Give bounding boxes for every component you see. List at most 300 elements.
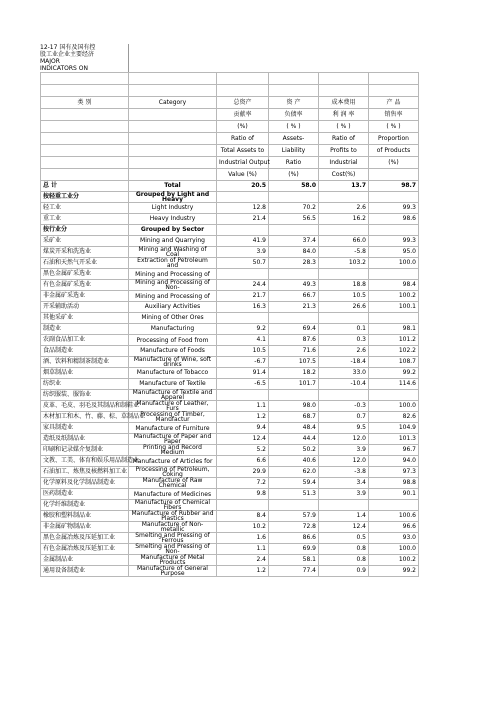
- table-row: [41, 522, 419, 533]
- value-cell: 9.4: [217, 423, 269, 434]
- spacer-cell: [41, 85, 129, 97]
- category-zh-cell: 化学纤维制造业: [41, 500, 129, 511]
- value-cell: 18.8: [319, 280, 369, 291]
- value-cell: [269, 192, 319, 203]
- category-zh-cell: 烟草制品业: [41, 368, 129, 379]
- header-metric-cell: (%): [369, 157, 419, 169]
- value-cell: 98.4: [369, 280, 419, 291]
- table-row: [41, 203, 419, 214]
- value-cell: 91.4: [217, 368, 269, 379]
- table-row: [41, 291, 419, 302]
- value-cell: 66.0: [319, 236, 369, 247]
- header-metric-cell: Industrial: [319, 157, 369, 169]
- header-row: [41, 133, 419, 145]
- value-cell: 100.0: [369, 544, 419, 555]
- category-en-cell: Mining and Processing of: [129, 269, 217, 280]
- value-cell: 41.9: [217, 236, 269, 247]
- category-zh-cell: 家具制造业: [41, 423, 129, 434]
- value-cell: 1.1: [217, 401, 269, 412]
- value-cell: 20.5: [217, 181, 269, 192]
- header-metric-cell: Ratio of: [319, 133, 369, 145]
- title-line-en: MAJOR: [40, 58, 60, 65]
- value-cell: 1.6: [217, 533, 269, 544]
- value-cell: 107.5: [269, 357, 319, 368]
- header-metric-cell: Industrial Output: [217, 157, 269, 169]
- value-cell: 98.8: [369, 478, 419, 489]
- header-metric-cell: ( % ): [369, 121, 419, 133]
- value-cell: 16.2: [319, 214, 369, 225]
- title-line-zh-2: 股工业企业主要经济: [40, 51, 95, 58]
- category-zh-cell: 黑色金属矿采选业: [41, 269, 129, 280]
- header-row: [41, 169, 419, 181]
- value-cell: [217, 390, 269, 401]
- value-cell: 86.6: [269, 533, 319, 544]
- value-cell: 0.7: [319, 412, 369, 423]
- value-cell: 7.2: [217, 478, 269, 489]
- header-metric-cell: Ratio: [269, 157, 319, 169]
- value-cell: [269, 269, 319, 280]
- value-cell: 100.1: [369, 302, 419, 313]
- header-metric-cell: Liability: [269, 145, 319, 157]
- header-category-cell: [129, 109, 217, 121]
- header-category-cell: 类 别: [41, 97, 129, 109]
- category-zh-cell: 农副食品加工业: [41, 335, 129, 346]
- table-sheet: [40, 44, 418, 577]
- value-cell: [319, 269, 369, 280]
- value-cell: 98.6: [369, 214, 419, 225]
- table-row: [41, 544, 419, 555]
- category-en-cell: Mining and Processing of Non-: [129, 280, 217, 291]
- value-cell: 98.1: [369, 324, 419, 335]
- header-category-cell: [129, 133, 217, 145]
- value-cell: 18.2: [269, 368, 319, 379]
- value-cell: [217, 500, 269, 511]
- value-cell: -6.5: [217, 379, 269, 390]
- value-cell: 48.4: [269, 423, 319, 434]
- header-metric-cell: 成本费用: [319, 97, 369, 109]
- category-zh-cell: 重工业: [41, 214, 129, 225]
- table-row: [41, 390, 419, 401]
- title-line-zh: 12-17 国有及国有控: [40, 44, 96, 51]
- value-cell: 108.7: [369, 357, 419, 368]
- category-zh-cell: 医药制造业: [41, 489, 129, 500]
- header-metric-cell: 负债率: [269, 109, 319, 121]
- value-cell: 50.2: [269, 445, 319, 456]
- value-cell: 70.2: [269, 203, 319, 214]
- category-zh-cell: 轻工业: [41, 203, 129, 214]
- value-cell: 0.3: [319, 335, 369, 346]
- table-row: [41, 500, 419, 511]
- header-metric-cell: Proportion: [369, 133, 419, 145]
- table-row: [41, 214, 419, 225]
- value-cell: 101.3: [369, 434, 419, 445]
- category-zh-cell: 石油和天然气开采业: [41, 258, 129, 269]
- value-cell: 9.2: [217, 324, 269, 335]
- value-cell: 24.4: [217, 280, 269, 291]
- value-cell: 16.3: [217, 302, 269, 313]
- value-cell: 68.7: [269, 412, 319, 423]
- spacer-cell: [369, 73, 419, 85]
- value-cell: 28.3: [269, 258, 319, 269]
- header-row: [41, 97, 419, 109]
- value-cell: [269, 500, 319, 511]
- category-zh-cell: 制造业: [41, 324, 129, 335]
- header-metric-cell: (%): [269, 169, 319, 181]
- value-cell: 5.2: [217, 445, 269, 456]
- value-cell: 58.0: [269, 181, 319, 192]
- spacer-cell: [369, 85, 419, 97]
- value-cell: 10.2: [217, 522, 269, 533]
- value-cell: 95.0: [369, 247, 419, 258]
- value-cell: 26.6: [319, 302, 369, 313]
- table-row: [41, 445, 419, 456]
- spacer-cell: [269, 73, 319, 85]
- value-cell: 6.6: [217, 456, 269, 467]
- category-en-cell: Processing of Petroleum, Coking: [129, 467, 217, 478]
- value-cell: 90.1: [369, 489, 419, 500]
- category-en-cell: Manufacture of Furniture: [129, 423, 217, 434]
- table-row: [41, 258, 419, 269]
- value-cell: 96.6: [369, 522, 419, 533]
- spacer-cell: [269, 85, 319, 97]
- value-cell: 103.2: [319, 258, 369, 269]
- category-en-cell: Extraction of Petroleum and: [129, 258, 217, 269]
- value-cell: 102.2: [369, 346, 419, 357]
- table-row: [41, 335, 419, 346]
- category-en-cell: Manufacture of Textile and Apparel: [129, 390, 217, 401]
- category-en-cell: Mining of Other Ores: [129, 313, 217, 324]
- value-cell: 99.3: [369, 236, 419, 247]
- value-cell: -3.8: [319, 467, 369, 478]
- value-cell: 9.5: [319, 423, 369, 434]
- spacer-cell: [319, 85, 369, 97]
- category-zh-cell: 文教、工美、体育和娱乐用品制造业: [41, 456, 129, 467]
- category-en-cell: Manufacture of Rubber and Plastics: [129, 511, 217, 522]
- category-en-cell: Manufacture of Wine, soft drinks: [129, 357, 217, 368]
- value-cell: [319, 192, 369, 203]
- header-metric-cell: Assets-: [269, 133, 319, 145]
- value-cell: 3.9: [319, 489, 369, 500]
- category-zh-cell: 酒、饮料和精制茶制造业: [41, 357, 129, 368]
- value-cell: 94.0: [369, 456, 419, 467]
- value-cell: 104.9: [369, 423, 419, 434]
- value-cell: [369, 225, 419, 236]
- spacer-cell: [41, 73, 129, 85]
- category-en-cell: Manufacture of Leather, Furs: [129, 401, 217, 412]
- spacer-cell: [319, 73, 369, 85]
- value-cell: 29.9: [217, 467, 269, 478]
- value-cell: 56.5: [269, 214, 319, 225]
- category-en-cell: Manufacture of Tobacco: [129, 368, 217, 379]
- header-metric-cell: (%): [217, 121, 269, 133]
- table-row: [41, 357, 419, 368]
- category-en-cell: Mining and Quarrying: [129, 236, 217, 247]
- value-cell: [319, 390, 369, 401]
- header-metric-cell: ( % ): [319, 121, 369, 133]
- value-cell: 2.6: [319, 346, 369, 357]
- value-cell: 2.4: [217, 555, 269, 566]
- category-en-cell: Manufacture of Metal Products: [129, 555, 217, 566]
- table-row: [41, 478, 419, 489]
- header-metric-cell: 贡献率: [217, 109, 269, 121]
- value-cell: 12.8: [217, 203, 269, 214]
- value-cell: [369, 313, 419, 324]
- header-category-cell: [41, 133, 129, 145]
- value-cell: 100.2: [369, 555, 419, 566]
- category-en-cell: Mining and Processing of: [129, 291, 217, 302]
- category-en-cell: Manufacture of Paper and Paper: [129, 434, 217, 445]
- table-row: [41, 489, 419, 500]
- value-cell: -6.7: [217, 357, 269, 368]
- table-row: [41, 192, 419, 203]
- value-cell: [269, 313, 319, 324]
- category-en-cell: Processing of Timber, Manufactur: [129, 412, 217, 423]
- header-row: [41, 157, 419, 169]
- value-cell: 99.2: [369, 566, 419, 577]
- value-cell: 0.5: [319, 533, 369, 544]
- value-cell: 101.7: [269, 379, 319, 390]
- value-cell: [369, 269, 419, 280]
- value-cell: 37.4: [269, 236, 319, 247]
- value-cell: 0.9: [319, 566, 369, 577]
- value-cell: [269, 390, 319, 401]
- value-cell: 72.8: [269, 522, 319, 533]
- value-cell: 58.1: [269, 555, 319, 566]
- value-cell: [369, 390, 419, 401]
- header-category-cell: [41, 169, 129, 181]
- header-metric-cell: [369, 169, 419, 181]
- value-cell: 21.7: [217, 291, 269, 302]
- header-metric-cell: of Products: [369, 145, 419, 157]
- value-cell: -0.3: [319, 401, 369, 412]
- header-category-cell: [129, 157, 217, 169]
- value-cell: 98.0: [269, 401, 319, 412]
- category-en-cell: Manufacture of Chemical Fibers: [129, 500, 217, 511]
- value-cell: 1.1: [217, 544, 269, 555]
- table-row: [41, 368, 419, 379]
- category-zh-cell: 开采辅助活动: [41, 302, 129, 313]
- value-cell: 10.5: [217, 346, 269, 357]
- value-cell: [217, 192, 269, 203]
- table-row: [41, 401, 419, 412]
- spacer-row: [41, 73, 419, 85]
- value-cell: 3.9: [217, 247, 269, 258]
- header-category-cell: [41, 145, 129, 157]
- category-zh-cell: 通用设备制造业: [41, 566, 129, 577]
- category-en-cell: Manufacture of Non-metallic: [129, 522, 217, 533]
- header-category-cell: [41, 121, 129, 133]
- value-cell: [217, 269, 269, 280]
- category-en-cell: Manufacture of Foods: [129, 346, 217, 357]
- value-cell: 93.0: [369, 533, 419, 544]
- value-cell: [369, 500, 419, 511]
- category-zh-cell: 纺织业: [41, 379, 129, 390]
- category-zh-cell: 总 计: [41, 181, 129, 192]
- title-line-en-2: INDICATORS ON: [40, 65, 88, 72]
- table-row: [41, 181, 419, 192]
- header-metric-cell: Ratio of: [217, 133, 269, 145]
- value-cell: 100.6: [369, 511, 419, 522]
- table-row: [41, 379, 419, 390]
- value-cell: 69.4: [269, 324, 319, 335]
- header-category-cell: [41, 157, 129, 169]
- spacer-cell: [129, 73, 217, 85]
- category-en-cell: Manufacturing: [129, 324, 217, 335]
- category-en-cell: Heavy Industry: [129, 214, 217, 225]
- sheet-title: [40, 44, 129, 72]
- value-cell: 12.4: [217, 434, 269, 445]
- header-metric-cell: Value (%): [217, 169, 269, 181]
- category-zh-cell: 石油加工、炼焦及核燃料加工业: [41, 467, 129, 478]
- value-cell: 44.4: [269, 434, 319, 445]
- header-category-cell: [129, 145, 217, 157]
- header-metric-cell: 资 产: [269, 97, 319, 109]
- category-zh-cell: 按行业分: [41, 225, 129, 236]
- header-metric-cell: Cost(%): [319, 169, 369, 181]
- value-cell: 33.0: [319, 368, 369, 379]
- category-en-cell: Manufacture of Textile: [129, 379, 217, 390]
- table-row: [41, 511, 419, 522]
- header-row: [41, 145, 419, 157]
- value-cell: [319, 500, 369, 511]
- value-cell: -10.4: [319, 379, 369, 390]
- value-cell: 1.2: [217, 412, 269, 423]
- category-zh-cell: 橡胶和塑料制品业: [41, 511, 129, 522]
- category-en-cell: Printing and Record Medium: [129, 445, 217, 456]
- header-row: [41, 109, 419, 121]
- value-cell: 100.2: [369, 291, 419, 302]
- value-cell: 100.0: [369, 401, 419, 412]
- value-cell: 50.7: [217, 258, 269, 269]
- value-cell: 13.7: [319, 181, 369, 192]
- category-zh-cell: 金属制品业: [41, 555, 129, 566]
- value-cell: 10.5: [319, 291, 369, 302]
- category-en-cell: Manufacture of Articles for: [129, 456, 217, 467]
- category-zh-cell: 造纸及纸制品业: [41, 434, 129, 445]
- value-cell: 4.1: [217, 335, 269, 346]
- value-cell: 40.6: [269, 456, 319, 467]
- table-row: [41, 225, 419, 236]
- value-cell: 2.6: [319, 203, 369, 214]
- table-row: [41, 247, 419, 258]
- category-zh-cell: 非金属矿物制品业: [41, 522, 129, 533]
- value-cell: [319, 225, 369, 236]
- category-en-cell: Processing of Food from: [129, 335, 217, 346]
- value-cell: 3.9: [319, 445, 369, 456]
- category-en-cell: Auxiliary Activities: [129, 302, 217, 313]
- spacer-cell: [217, 85, 269, 97]
- header-metric-cell: Profits to: [319, 145, 369, 157]
- spacer-cell: [217, 73, 269, 85]
- table-row: [41, 412, 419, 423]
- value-cell: 21.3: [269, 302, 319, 313]
- value-cell: [217, 313, 269, 324]
- header-metric-cell: Total Assets to: [217, 145, 269, 157]
- header-category-cell: Category: [129, 97, 217, 109]
- value-cell: 87.6: [269, 335, 319, 346]
- table-row: [41, 456, 419, 467]
- value-cell: 62.0: [269, 467, 319, 478]
- header-category-cell: [129, 121, 217, 133]
- value-cell: 101.2: [369, 335, 419, 346]
- category-zh-cell: 煤炭开采和洗选业: [41, 247, 129, 258]
- table-row: [41, 423, 419, 434]
- category-en-cell: Manufacture of Medicines: [129, 489, 217, 500]
- category-zh-cell: 化学原料及化学制品制造业: [41, 478, 129, 489]
- value-cell: 57.9: [269, 511, 319, 522]
- category-zh-cell: 皮革、毛皮、羽毛及其制品和制鞋业: [41, 401, 129, 412]
- value-cell: 69.9: [269, 544, 319, 555]
- table-row: [41, 324, 419, 335]
- header-row: [41, 121, 419, 133]
- value-cell: 59.4: [269, 478, 319, 489]
- category-en-cell: Grouped by Light and Heavy: [129, 192, 217, 203]
- category-en-cell: Mining and Washing of Coal: [129, 247, 217, 258]
- value-cell: 84.0: [269, 247, 319, 258]
- value-cell: 51.3: [269, 489, 319, 500]
- category-zh-cell: 纺织服装、服饰业: [41, 390, 129, 401]
- category-zh-cell: 食品制造业: [41, 346, 129, 357]
- header-metric-cell: 销售率: [369, 109, 419, 121]
- header-metric-cell: 利 润 率: [319, 109, 369, 121]
- value-cell: 12.0: [319, 434, 369, 445]
- header-category-cell: [129, 169, 217, 181]
- value-cell: 49.3: [269, 280, 319, 291]
- value-cell: 1.2: [217, 566, 269, 577]
- header-metric-cell: 产 品: [369, 97, 419, 109]
- value-cell: 99.3: [369, 203, 419, 214]
- category-zh-cell: 黑色金属冶炼及压延加工业: [41, 533, 129, 544]
- value-cell: 100.0: [369, 258, 419, 269]
- spacer-row: [41, 85, 419, 97]
- table-row: [41, 280, 419, 291]
- table-row: [41, 434, 419, 445]
- table-row: [41, 346, 419, 357]
- table-row: [41, 467, 419, 478]
- table-row: [41, 302, 419, 313]
- header-metric-cell: 总资产: [217, 97, 269, 109]
- category-zh-cell: 采矿业: [41, 236, 129, 247]
- value-cell: 1.4: [319, 511, 369, 522]
- table-row: [41, 555, 419, 566]
- value-cell: 99.2: [369, 368, 419, 379]
- value-cell: [369, 192, 419, 203]
- header-metric-cell: ( % ): [269, 121, 319, 133]
- category-zh-cell: 非金属矿采选业: [41, 291, 129, 302]
- table-row: [41, 313, 419, 324]
- value-cell: [217, 225, 269, 236]
- table-row: [41, 236, 419, 247]
- category-zh-cell: 按轻重工业分: [41, 192, 129, 203]
- value-cell: 9.8: [217, 489, 269, 500]
- value-cell: 0.1: [319, 324, 369, 335]
- value-cell: 0.8: [319, 544, 369, 555]
- category-en-cell: Smelting and Pressing of Non-: [129, 544, 217, 555]
- category-zh-cell: 有色金属冶炼及压延加工业: [41, 544, 129, 555]
- value-cell: 114.6: [369, 379, 419, 390]
- category-en-cell: Smelting and Pressing of Ferrous: [129, 533, 217, 544]
- category-zh-cell: 有色金属矿采选业: [41, 280, 129, 291]
- value-cell: [269, 225, 319, 236]
- value-cell: 8.4: [217, 511, 269, 522]
- value-cell: 0.8: [319, 555, 369, 566]
- spacer-cell: [129, 85, 217, 97]
- value-cell: 77.4: [269, 566, 319, 577]
- category-en-cell: Manufacture of Raw Chemical: [129, 478, 217, 489]
- category-en-cell: Manufacture of General Purpose: [129, 566, 217, 577]
- value-cell: 66.7: [269, 291, 319, 302]
- header-category-cell: [41, 109, 129, 121]
